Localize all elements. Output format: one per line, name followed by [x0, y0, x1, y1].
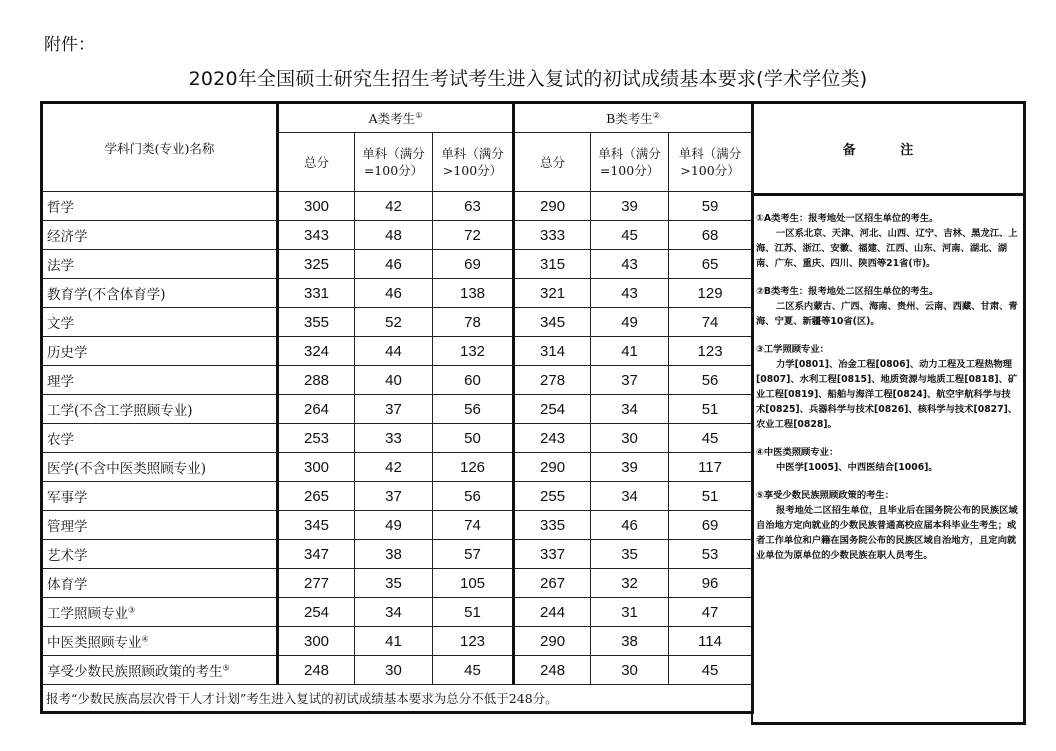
subject-name-cell — [42, 656, 278, 685]
subject-column-header: 学科门类(专业)名称 — [42, 103, 278, 192]
note-block — [756, 284, 1019, 329]
score-cell-b-s2: 96 — [669, 569, 753, 598]
score-cell-b-s1: 35 — [591, 540, 669, 569]
b-single-100-header — [591, 133, 669, 192]
notes-panel — [751, 101, 1026, 725]
score-cell-a-s2: 78 — [433, 308, 514, 337]
subject-name: 哲学 — [47, 200, 74, 216]
score-cell-a-total: 347 — [278, 540, 355, 569]
b-single-gt100-l2: >100分） — [680, 163, 740, 178]
score-cell-a-s2: 72 — [433, 221, 514, 250]
score-cell-a-total: 345 — [278, 511, 355, 540]
score-cell-b-total: 254 — [514, 395, 591, 424]
subject-name: 体育学 — [47, 577, 88, 593]
table-row — [42, 279, 753, 308]
score-cell-b-s2: 69 — [669, 511, 753, 540]
footnote-mark: ⑤ — [222, 663, 230, 673]
b-single-100-l1: 单科（满分 — [598, 146, 661, 161]
score-cell-b-total: 244 — [514, 598, 591, 627]
score-cell-b-s1: 38 — [591, 627, 669, 656]
score-cell-b-s1: 39 — [591, 192, 669, 221]
subject-name: 中医类照顾专业 — [47, 635, 142, 651]
score-cell-b-total: 290 — [514, 453, 591, 482]
subject-name: 医学(不含中医类照顾专业) — [47, 461, 207, 477]
score-cell-a-s1: 33 — [355, 424, 433, 453]
score-cell-a-s1: 40 — [355, 366, 433, 395]
score-cell-a-s2: 56 — [433, 395, 514, 424]
score-cell-b-s1: 37 — [591, 366, 669, 395]
score-cell-b-s2: 56 — [669, 366, 753, 395]
score-cell-a-s2: 105 — [433, 569, 514, 598]
score-cell-b-s1: 34 — [591, 395, 669, 424]
a-total-header: 总分 — [278, 133, 355, 192]
table-row — [42, 453, 753, 482]
score-cell-b-total: 267 — [514, 569, 591, 598]
subject-name-cell — [42, 511, 278, 540]
score-cell-b-s2: 114 — [669, 627, 753, 656]
score-cell-a-total: 253 — [278, 424, 355, 453]
score-cell-b-total: 314 — [514, 337, 591, 366]
score-cell-b-total: 345 — [514, 308, 591, 337]
subject-name-cell — [42, 453, 278, 482]
table-row — [42, 395, 753, 424]
score-cell-a-s1: 41 — [355, 627, 433, 656]
subject-name: 管理学 — [47, 519, 88, 535]
subject-name: 文学 — [47, 316, 74, 332]
score-cell-a-s1: 46 — [355, 279, 433, 308]
a-single-100-l2: =100分） — [363, 163, 424, 178]
score-cell-b-total: 290 — [514, 192, 591, 221]
score-cell-a-s1: 42 — [355, 192, 433, 221]
table-row — [42, 308, 753, 337]
score-cell-b-s1: 30 — [591, 656, 669, 685]
footnote-mark: ③ — [128, 605, 136, 615]
score-cell-a-s1: 46 — [355, 250, 433, 279]
score-cell-b-s1: 41 — [591, 337, 669, 366]
score-cell-a-total: 300 — [278, 192, 355, 221]
score-cell-b-s2: 59 — [669, 192, 753, 221]
score-cell-b-s1: 43 — [591, 250, 669, 279]
subject-name-cell — [42, 192, 278, 221]
score-cell-a-s2: 51 — [433, 598, 514, 627]
note-block — [756, 445, 1019, 475]
b-single-gt100-l1: 单科（满分 — [678, 146, 742, 161]
note-heading: ③工学照顾专业： — [756, 344, 829, 355]
score-cell-a-s2: 57 — [433, 540, 514, 569]
score-cell-b-s1: 43 — [591, 279, 669, 308]
note-block — [756, 488, 1019, 563]
a-single-gt100-l1: 单科（满分 — [441, 146, 504, 161]
table-row — [42, 482, 753, 511]
score-cell-b-s2: 129 — [669, 279, 753, 308]
subject-name-cell — [42, 395, 278, 424]
table-row — [42, 250, 753, 279]
subject-name-cell — [42, 366, 278, 395]
subject-name-cell — [42, 308, 278, 337]
note-body: 力学[0801]、冶金工程[0806]、动力工程及工程热物理[0807]、水利工程[0815]、地质资源与地质工程[0818]、矿业工程[0819]、船舶与海洋工程[0824]、航空宇航科学与技术[0825]、兵器科学与技术[0826]、核科学与技术[0827]、农业工程[0828]。 — [756, 359, 1018, 430]
subject-name: 军事学 — [47, 490, 88, 506]
score-cell-a-s2: 126 — [433, 453, 514, 482]
score-cell-a-s1: 37 — [355, 482, 433, 511]
score-cell-b-total: 315 — [514, 250, 591, 279]
score-cell-a-s2: 56 — [433, 482, 514, 511]
a-single-100-l1: 单科（满分 — [362, 146, 425, 161]
score-cell-b-s1: 49 — [591, 308, 669, 337]
group-a-mark: ① — [415, 110, 423, 120]
score-cell-a-total: 254 — [278, 598, 355, 627]
b-single-100-l2: =100分） — [599, 163, 660, 178]
score-cell-a-total: 300 — [278, 453, 355, 482]
score-cell-a-s2: 50 — [433, 424, 514, 453]
subject-name-cell — [42, 627, 278, 656]
table-row — [42, 627, 753, 656]
attachment-label: 附件： — [44, 35, 95, 55]
score-cell-a-s2: 132 — [433, 337, 514, 366]
table-row — [42, 337, 753, 366]
note-body: 报考地处二区招生单位，且毕业后在国务院公布的民族区域自治地方定向就业的少数民族普通高校应届本科毕业生考生；或者工作单位和户籍在国务院公布的民族区域自治地方，且定向就业单位为原单位的少数民族在职人员考生。 — [756, 505, 1018, 561]
score-cell-b-total: 243 — [514, 424, 591, 453]
score-cell-a-s1: 42 — [355, 453, 433, 482]
score-cell-a-s1: 30 — [355, 656, 433, 685]
score-cell-a-s2: 69 — [433, 250, 514, 279]
score-cell-b-total: 335 — [514, 511, 591, 540]
note-heading: ⑤享受少数民族照顾政策的考生： — [756, 490, 895, 501]
score-cell-b-total: 290 — [514, 627, 591, 656]
score-cell-b-total: 255 — [514, 482, 591, 511]
group-b-label: B类考生 — [606, 111, 653, 126]
subject-name: 工学照顾专业 — [47, 606, 128, 622]
score-cell-a-total: 265 — [278, 482, 355, 511]
score-cell-a-s1: 35 — [355, 569, 433, 598]
table-row — [42, 569, 753, 598]
score-cell-a-s1: 38 — [355, 540, 433, 569]
score-cell-a-s2: 63 — [433, 192, 514, 221]
score-cell-b-total: 248 — [514, 656, 591, 685]
score-cell-a-total: 264 — [278, 395, 355, 424]
score-cell-a-total: 248 — [278, 656, 355, 685]
subject-name: 经济学 — [47, 229, 88, 245]
score-cell-a-total: 355 — [278, 308, 355, 337]
score-cell-b-s2: 51 — [669, 482, 753, 511]
subject-name-cell — [42, 598, 278, 627]
table-row — [42, 540, 753, 569]
score-cell-b-s1: 34 — [591, 482, 669, 511]
subject-name: 历史学 — [47, 345, 88, 361]
table-row — [42, 656, 753, 685]
score-cell-a-s1: 44 — [355, 337, 433, 366]
score-cell-b-total: 278 — [514, 366, 591, 395]
table-row — [42, 598, 753, 627]
score-cell-a-s1: 49 — [355, 511, 433, 540]
score-cell-b-s2: 53 — [669, 540, 753, 569]
score-cell-a-total: 277 — [278, 569, 355, 598]
table-footnote: 报考“少数民族高层次骨干人才计划”考生进入复试的初试成绩基本要求为总分不低于248分。 — [42, 685, 753, 713]
a-single-gt100-l2: >100分） — [442, 163, 503, 178]
a-single-gt100-header — [433, 133, 514, 192]
score-cell-b-s1: 32 — [591, 569, 669, 598]
score-cell-a-s1: 37 — [355, 395, 433, 424]
subject-name-cell — [42, 569, 278, 598]
subject-name: 农学 — [47, 432, 74, 448]
score-cell-b-s1: 45 — [591, 221, 669, 250]
footnote-mark: ④ — [141, 634, 149, 644]
group-a-header — [278, 103, 514, 133]
score-cell-a-total: 324 — [278, 337, 355, 366]
table-row — [42, 192, 753, 221]
notes-header: 备 注 — [753, 104, 1023, 196]
note-heading: ②B类考生：报考地处二区招生单位的考生。 — [756, 286, 939, 297]
score-cell-b-s1: 39 — [591, 453, 669, 482]
group-a-label: A类考生 — [368, 111, 416, 126]
note-body: 一区系北京、天津、河北、山西、辽宁、吉林、黑龙江、上海、江苏、浙江、安徽、福建、江西、山东、河南、湖北、湖南、广东、重庆、四川、陕西等21省(市)。 — [756, 228, 1018, 269]
score-cell-b-s2: 51 — [669, 395, 753, 424]
score-cell-a-s2: 123 — [433, 627, 514, 656]
subject-name: 艺术学 — [47, 548, 88, 564]
score-cell-a-s1: 34 — [355, 598, 433, 627]
subject-name: 工学(不含工学照顾专业) — [47, 403, 193, 419]
score-cell-a-total: 300 — [278, 627, 355, 656]
score-cell-b-s2: 68 — [669, 221, 753, 250]
subject-name: 理学 — [47, 374, 74, 390]
subject-name-cell — [42, 482, 278, 511]
score-cell-a-total: 288 — [278, 366, 355, 395]
subject-name-cell — [42, 221, 278, 250]
note-body: 中医学[1005]、中西医结合[1006]。 — [776, 462, 938, 473]
note-heading: ④中医类照顾专业： — [756, 447, 839, 458]
subject-name: 教育学(不含体育学) — [47, 287, 166, 303]
score-cell-a-s1: 48 — [355, 221, 433, 250]
score-cell-b-s2: 65 — [669, 250, 753, 279]
score-cell-b-s1: 31 — [591, 598, 669, 627]
note-block — [756, 211, 1019, 271]
score-cell-b-total: 333 — [514, 221, 591, 250]
score-cell-a-s2: 74 — [433, 511, 514, 540]
b-single-gt100-header — [669, 133, 753, 192]
score-cell-b-s2: 123 — [669, 337, 753, 366]
score-cell-b-total: 337 — [514, 540, 591, 569]
score-cell-b-total: 321 — [514, 279, 591, 308]
subject-name-cell — [42, 250, 278, 279]
score-cell-b-s2: 74 — [669, 308, 753, 337]
score-cell-a-s2: 60 — [433, 366, 514, 395]
score-table — [40, 101, 754, 714]
score-cell-b-s1: 46 — [591, 511, 669, 540]
a-single-100-header — [355, 133, 433, 192]
score-cell-b-s2: 117 — [669, 453, 753, 482]
table-row — [42, 424, 753, 453]
table-row — [42, 366, 753, 395]
score-cell-a-s2: 138 — [433, 279, 514, 308]
score-cell-a-s1: 52 — [355, 308, 433, 337]
note-block — [756, 342, 1019, 432]
subject-name-cell — [42, 424, 278, 453]
table-row — [42, 511, 753, 540]
score-cell-b-s1: 30 — [591, 424, 669, 453]
b-total-header: 总分 — [514, 133, 591, 192]
note-body: 二区系内蒙古、广西、海南、贵州、云南、西藏、甘肃、青海、宁夏、新疆等10省(区)。 — [756, 301, 1018, 327]
note-heading: ①A类考生：报考地处一区招生单位的考生。 — [756, 213, 939, 224]
group-b-header — [514, 103, 753, 133]
score-cell-a-total: 325 — [278, 250, 355, 279]
page-title: 2020年全国硕士研究生招生考试考生进入复试的初试成绩基本要求(学术学位类) — [188, 68, 868, 90]
score-cell-a-total: 343 — [278, 221, 355, 250]
group-b-mark: ② — [652, 110, 660, 120]
notes-body — [753, 196, 1023, 563]
subject-name-cell — [42, 540, 278, 569]
subject-name-cell — [42, 279, 278, 308]
score-cell-b-s2: 47 — [669, 598, 753, 627]
score-cell-b-s2: 45 — [669, 656, 753, 685]
score-cell-a-total: 331 — [278, 279, 355, 308]
subject-name: 享受少数民族照顾政策的考生 — [47, 664, 223, 680]
score-cell-b-s2: 45 — [669, 424, 753, 453]
subject-name-cell — [42, 337, 278, 366]
score-cell-a-s2: 45 — [433, 656, 514, 685]
table-row — [42, 221, 753, 250]
subject-name: 法学 — [47, 258, 74, 274]
